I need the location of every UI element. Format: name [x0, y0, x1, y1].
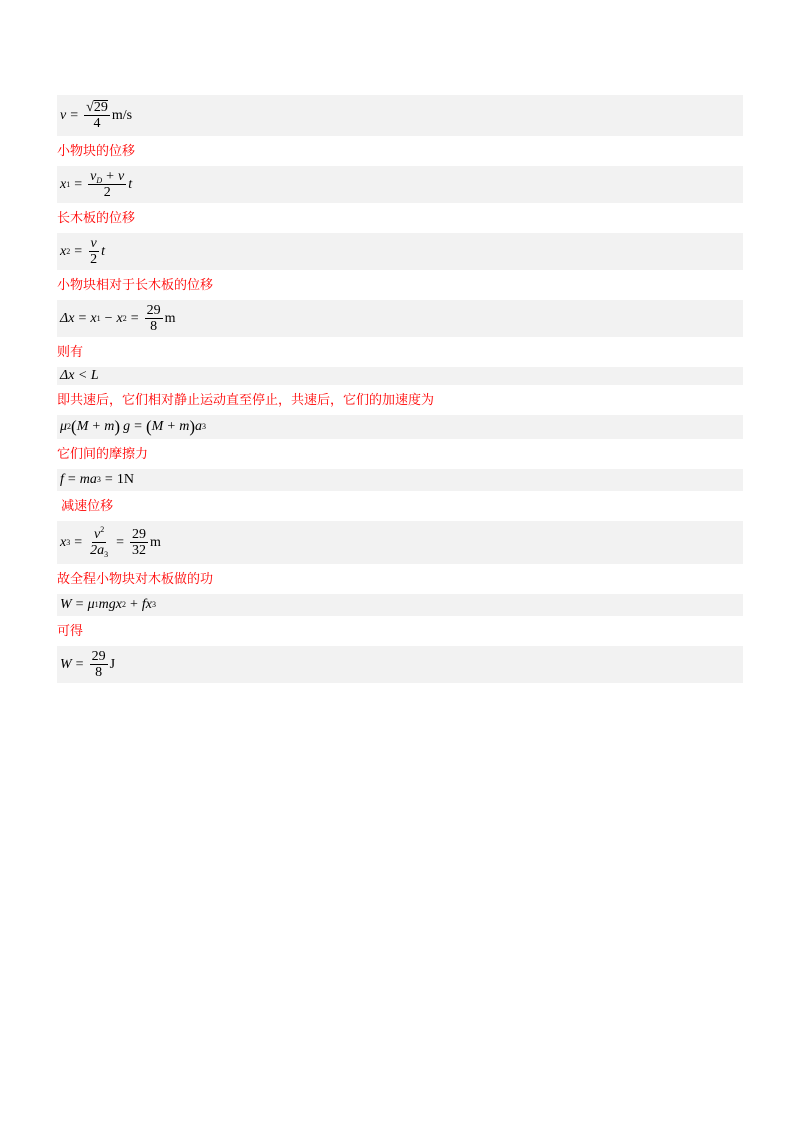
equation-friction: f = ma 3 = 1N [57, 469, 743, 491]
fraction: √ 29 4 [86, 100, 108, 131]
unit: m [150, 534, 161, 550]
equation-delta-x: Δx = x 1 − x 2 = $\frac{29}{8}$ m [57, 300, 743, 337]
label-board-displacement: 长木板的位移 [57, 211, 136, 226]
solution-page [57, 95, 743, 683]
label-common-velocity: 即共速后，它们相对静止运动直至停止，共速后，它们的加速度为 [57, 393, 435, 408]
equation-acceleration: μ 2 ( M + m ) g = ( M + m ) a 3 [57, 415, 743, 439]
fraction: $\frac{v^2}{2a_3}$ [90, 525, 109, 559]
label-result: 可得 [57, 624, 84, 639]
equation-x3: x 3 = $\frac{v^2}{2a_3}$ = $\frac{29}{32}$ m [57, 521, 743, 564]
equation-velocity: v = √ 29 4 m/s [57, 95, 743, 136]
label-deceleration-displacement: 减速位移 [57, 499, 114, 514]
fraction: $\frac{29}{8}$ [146, 303, 161, 334]
equation-work-result: W = $\frac{29}{8}$ J [57, 646, 743, 683]
label-relative-displacement: 小物块相对于长木板的位移 [57, 278, 214, 293]
equation-inequality: Δx < L [57, 367, 743, 385]
fraction: $\frac{29}{32}$ [132, 527, 147, 558]
label-friction: 它们间的摩擦力 [57, 447, 149, 462]
equation-x1: x 1 = $\frac{v_D + v}{2}$ t [57, 166, 743, 203]
unit: m/s [111, 107, 133, 123]
fraction: $\frac{v_D + v}{2}$ [90, 169, 125, 200]
equation-work: W = μ 1 mgx 2 + fx 3 [57, 594, 743, 616]
label-then: 则有 [57, 345, 84, 360]
var-v: v [60, 107, 67, 123]
label-block-displacement: 小物块的位移 [57, 144, 136, 159]
fraction: $\frac{29}{8}$ [91, 649, 106, 680]
equation-x2: x 2 = $\frac{v}{2}$ t [57, 233, 743, 270]
label-work: 故全程小物块对木板做的功 [57, 572, 214, 587]
unit: J [109, 656, 116, 672]
fraction: $\frac{v}{2}$ [90, 236, 98, 267]
unit: m [164, 310, 176, 326]
